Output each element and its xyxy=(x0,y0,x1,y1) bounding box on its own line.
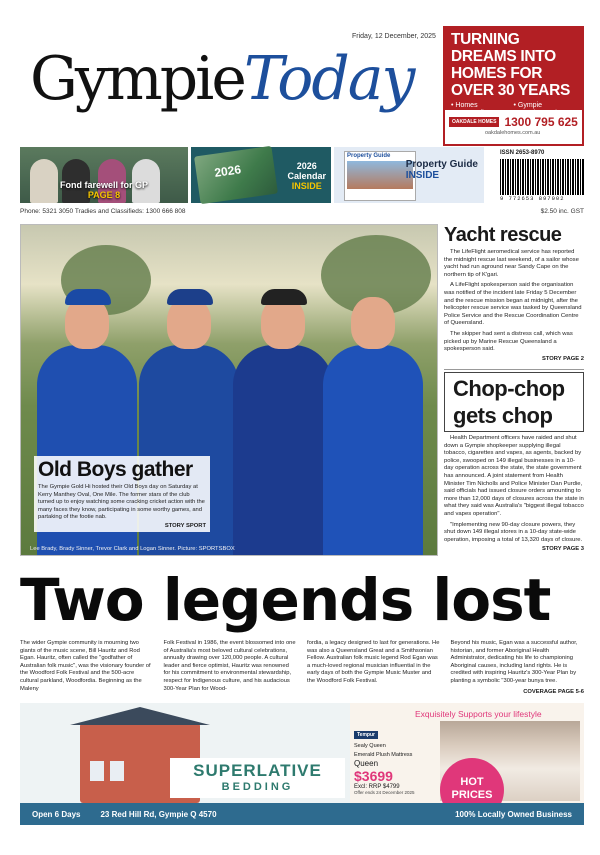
yacht-paragraph: The skipper had sent a distress call, which was picked up by Marine Rescue Queensland a spokesperson said. xyxy=(444,330,573,353)
farewell-promo-text: Fond farewell for GP xyxy=(59,180,148,190)
calendar-promo-year: 2026 xyxy=(213,162,242,180)
product-price: $3699 xyxy=(354,768,393,784)
store-slogan: 100% Locally Owned Business xyxy=(455,809,572,819)
homes-ad-options xyxy=(451,102,576,117)
barcode-block xyxy=(500,150,584,206)
issue-date: Friday, 12 December, 2025 xyxy=(352,33,436,40)
property-photo xyxy=(347,161,413,189)
homes-ad-url[interactable]: oakdalehomes.com.au xyxy=(485,130,541,136)
calendar-promo-label: Calendar xyxy=(287,171,326,181)
player-figure xyxy=(323,297,423,555)
issn-label: ISSN 2653-8970 xyxy=(500,150,545,156)
main-story-column: Folk Festival in 1986, the event blossomed into one of Australia's most beloved cultural celebrations, annually drawing over 120,000 people. A cultural leader and fierce optimist, Hauritz was renowned for his commitment to environmental stewardship, respect for Indigenous culture, and his audacious 300-Year Plan for Wood- xyxy=(163,640,296,692)
bedding-brand-bottom: BEDDING xyxy=(221,781,294,793)
property-guide-promo[interactable] xyxy=(334,147,484,203)
chop-headline: Chop-chop gets chop xyxy=(453,376,565,428)
offer-end: Offer ends 24 December 2025 xyxy=(354,790,415,795)
yacht-story-ref: STORY PAGE 2 xyxy=(542,355,584,362)
homes-ad-option: • Maryborough xyxy=(514,110,577,117)
contact-line: Phone: 5321 3050 Tradies and Classifieds: 1300 666 808 xyxy=(20,208,186,215)
hot-prices-badge: HOT PRICES xyxy=(440,758,504,822)
main-story-columns xyxy=(20,640,584,693)
store-address: 23 Red Hill Rd, Gympie Q 4570 xyxy=(100,809,217,819)
calendar-promo-year-label: 2026 xyxy=(296,161,317,171)
product-range: Sealy Queen xyxy=(354,743,386,749)
aerial-photo xyxy=(194,146,278,204)
homes-ad-option: • Gympie xyxy=(514,102,577,109)
product-info xyxy=(354,723,430,795)
opening-days: Open 6 Days xyxy=(32,809,81,819)
farewell-promo-page: PAGE 8 xyxy=(87,190,121,200)
main-story-column: fordia, a legacy designed to last for generations. He was also a Queensland Great and a Smithsonian Fellow. Australian folk music legend Rod Egan was a much-loved regional musician influential in the early days of both the Gympie Music Muster and the Woodford Folk Festival. xyxy=(307,640,440,684)
main-story-column: Beyond his music, Egan was a successful author, historian, and former Aboriginal Health Administrator, dedicating his life to championing Aboriginal causes, including land rights. He is credited with inspiring Hauritz's 300-Year Plan by planting a symbolic "300-year bunya tree. xyxy=(450,640,578,684)
product-name: Emerald Plush Mattress xyxy=(354,752,413,758)
homes-ad-headline: TURNING DREAMS INTO HOMES FOR OVER 30 YEARS xyxy=(451,31,571,99)
chop-story-ref: STORY PAGE 3 xyxy=(542,546,584,553)
coverage-ref: COVERAGE PAGE 5-6 xyxy=(523,689,584,695)
bedding-brand-top: SUPERLATIVE xyxy=(193,761,322,780)
barcode xyxy=(500,159,584,195)
lead-story-headline: Old Boys gather xyxy=(38,458,193,481)
property-guide-inside: INSIDE xyxy=(405,170,440,181)
masthead-title-right: Today xyxy=(243,44,414,114)
chop-story[interactable] xyxy=(444,369,584,552)
yacht-paragraph: The LifeFlight aeromedical service has reported the midnight rescue last weekend, of a sailor whose yacht had run aground near Sandy Cape on the northern tip of K'gari. xyxy=(444,249,579,278)
homes-ad-logo: OAKDALE HOMES xyxy=(449,117,499,127)
homes-advertisement[interactable] xyxy=(443,26,584,146)
product-brand-logo: Tempur xyxy=(354,731,378,739)
yacht-paragraph: A LifeFlight spokesperson said the organisation was notified of the incident late Friday 5 December and the rescue mission began at midnight, after the helicopter rescue service was tasked by Queensland Police Service and the Rescue Coordination Centre of Queensland. xyxy=(444,282,582,327)
chop-paragraph: "Implementing new 90-day closure powers, they shut down 149 illegal stores in a 10-day state-wide operation, imposing a total of 13,320 days of closure. xyxy=(444,521,583,543)
chop-paragraph: Health Department officers have raided and shut down a Gympie shopkeeper supplying illegal tobacco, cigarettes and vapes, as agents, backed by police, swooped on 149 illegal businesses in a 10-day operation across the state, the state government has announced. A joint statement from Health Minister Tim Nicholls and Police Minister Dan Purdie, said officials had issued closure orders amounting to more than 12,000 days of closures across the state in what they said was Australia's "biggest illegal tobacco and vapes operation". xyxy=(444,435,584,517)
yacht-rescue-story[interactable] xyxy=(444,224,584,362)
homes-ad-option: • Granny flats xyxy=(451,110,514,117)
farewell-promo[interactable] xyxy=(20,147,188,203)
photo-caption: Lee Brady, Brady Sinner, Trevor Clark and Logan Sinner. Picture: SPORTSBOX xyxy=(30,546,235,552)
masthead-title-left: Gympie xyxy=(30,44,244,114)
calendar-promo[interactable] xyxy=(191,147,331,203)
lead-story-box[interactable] xyxy=(34,456,210,532)
main-headline[interactable]: Two legends lost xyxy=(20,566,551,634)
property-guide-label: Property Guide xyxy=(405,159,478,170)
bedding-tagline: Exquisitely Supports your lifestyle xyxy=(415,709,542,719)
homes-ad-phone[interactable]: 1300 795 625 xyxy=(504,115,578,129)
calendar-promo-inside: INSIDE xyxy=(291,181,322,191)
bedding-ad-footer xyxy=(20,803,584,825)
bedding-advertisement[interactable] xyxy=(20,703,584,825)
main-story-column: The wider Gympie community is mourning two giants of the music scene, Bill Hauritz and Rod Egan. Hauritz, often called the "godfather of Australian folk music", was the visionary founder of the Woodford Folk Festival and the 500-acre cultural parkland, Woodfordia. Beginning as the Maleny xyxy=(20,640,151,692)
product-size: Queen xyxy=(354,759,379,768)
lead-story-ref: STORY SPORT xyxy=(164,522,206,529)
product-was-price: Excl: RRP $4799 xyxy=(354,784,400,790)
cover-price: $2.50 inc. GST xyxy=(540,208,584,215)
yacht-headline: Yacht rescue xyxy=(444,224,562,246)
masthead-logo[interactable] xyxy=(30,44,413,130)
bedding-brand xyxy=(170,758,345,798)
player-figure xyxy=(233,297,333,555)
lead-story-body: The Gympie Gold Hi hosted their Old Boys day on Saturday at Kerry Manthey Oval, One Mile. The former stars of the club turned up to enjoy watching some cracking cricket action with the many faces they know, participating in some worthy games, and partaking of the footie nab. xyxy=(38,484,205,520)
promo-strip xyxy=(20,147,486,203)
homes-ad-option: • Homes xyxy=(451,102,514,109)
property-guide-cover-title: Property Guide xyxy=(347,153,391,159)
barcode-digits: 9 772653 897002 xyxy=(500,195,565,202)
